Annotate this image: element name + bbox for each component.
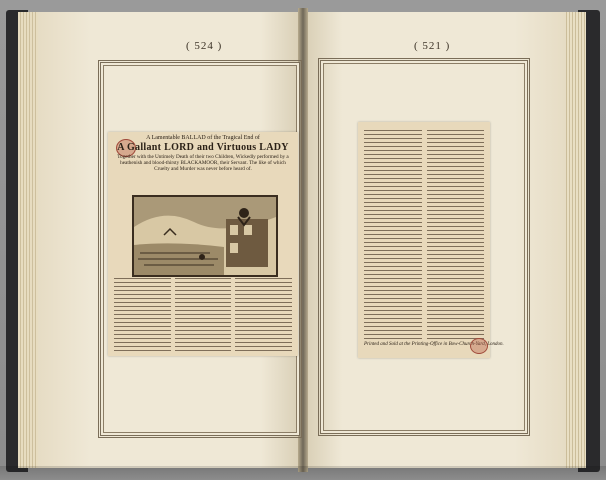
verse-column bbox=[364, 130, 422, 340]
verse-column bbox=[114, 278, 171, 352]
verse-column bbox=[235, 278, 292, 352]
verse-column bbox=[175, 278, 232, 352]
ballad-verse-columns bbox=[364, 130, 484, 340]
page-edges-left bbox=[18, 12, 40, 468]
right-page-number: ( 521 ) bbox=[414, 40, 451, 52]
left-page-number: ( 524 ) bbox=[186, 40, 223, 52]
ballad-verse-columns bbox=[114, 278, 292, 352]
page-edges-right bbox=[564, 12, 586, 468]
woodcut-illustration bbox=[132, 195, 278, 277]
imprint-line: Printed and Sold at the Printing-Office in Bow-Church-Yard, London. bbox=[364, 342, 504, 347]
woodcut-picture bbox=[134, 197, 276, 275]
ballad-heading-line1: A Lamentable BALLAD of the Tragical End of bbox=[146, 135, 260, 141]
ballad-heading-line2: A Gallant LORD and Virtuous LADY bbox=[117, 142, 289, 153]
left-ballad-sheet bbox=[108, 132, 298, 356]
bottom-shadow bbox=[0, 466, 606, 480]
verse-column bbox=[427, 130, 485, 340]
right-ballad-sheet bbox=[358, 122, 504, 358]
ballad-heading-line3: Together with the Untimely Death of their two Children, Wickedly performed by a heathenish and blood-thirsty BLACKAMOOR, their Servant. The like of which Cruelty and Murder was never before heard of. bbox=[117, 154, 289, 172]
library-stamp bbox=[470, 338, 488, 354]
